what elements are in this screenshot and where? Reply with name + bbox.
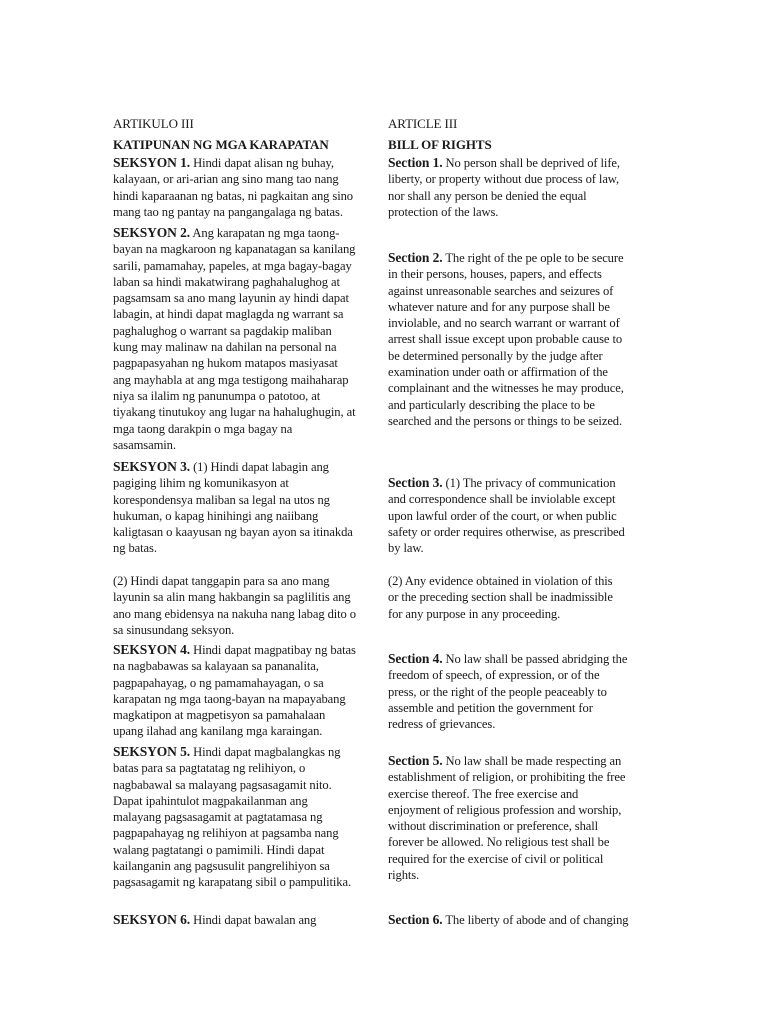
- section-4: Section 4. No law shall be passed abridging the freedom of speech, of expression, or of the press, or the right of the people peaceably to assemble and petition the government for redress of grievances.: [388, 651, 628, 732]
- section-3: Section 3. (1) The privacy of communication and correspondence shall be inviolable except upon lawful order of the court, or when public safety or order requires otherwise, as prescribed by law.: [388, 475, 625, 556]
- seksyon-3: SEKSYON 3. (1) Hindi dapat labagin ang pagiging lihim ng komunikasyon at korespondensya maliban sa legal na utos ng hukuman, o kapag hinihingi ang naiibang kaligtasan o kaayusan ng bayan ayon sa itinakda ng batas.: [113, 459, 353, 556]
- seksyon-4: SEKSYON 4. Hindi dapat magpatibay ng batas na nagbabawas sa kalayaan sa pananalita, pagpapahayag, o ng pamamahayagan, o sa karapatan ng mga taong-bayan na mapayabang magkatipon at magpetisyon sa pamahalaan upang ilahad ang kanilang mga karaingan.: [113, 642, 356, 739]
- seksyon-3-paragraph-2: (2) Hindi dapat tanggapin para sa ano mang layunin sa alin mang hakbangin sa paglilitis ang ano mang ebidensya na nakuha nang labag dito o sa sinusundang seksyon.: [113, 574, 357, 637]
- seksyon-2: SEKSYON 2. Ang karapatan ng mga taong- bayan na magkaroon ng kapanatagan sa kanilang sarili, pamamahay, papeles, at mga bagay-bagay laban sa hindi makatwirang paghahalughog at pagsamsam sa ano mang layunin ay hindi dapat labagin, at hindi dapat maglagda ng warrant sa paghalughog o warrant sa pagdakip maliban kung may malinaw na dahilan na personal na pagpapasyahan ng hukom matapos masiyasat ang mayhabla at ang mga testigong maihaharap niya sa ilalim ng panunumpa o patotoo, at tiyakang tinutukoy ang lugar na hahalughugin, at mga taong darakpin o mga bagay na sasamsamin.: [113, 225, 356, 452]
- section-6: Section 6. The liberty of abode and of changing: [388, 912, 629, 927]
- section-1: Section 1. No person shall be deprived of life, liberty, or property without due process of law, nor shall any person be denied the equal protection of the laws.: [388, 155, 620, 219]
- article-label-filipino: ARTIKULO III: [113, 116, 194, 131]
- seksyon-5: SEKSYON 5. Hindi dapat magbalangkas ng batas para sa pagtatatag ng relihiyon, o nagbabawal sa malayang pagsasagamit nito. Dapat ipahintulot magpakailanman ang malayang pagsasagamit at pagtatamasa ng pagpapahayag ng relihiyon at pagsamba nang walang pagtatangi o pamimili. Hindi dapat kailanganin ang pagsusulit pangrelihiyon sa pagsasagamit ng karapatang sibil o pampulitika.: [113, 744, 352, 890]
- seksyon-1: SEKSYON 1. Hindi dapat alisan ng buhay, kalayaan, or ari-arian ang sino mang tao nang hindi kaparaanan ng batas, ni pagkaitan ang sino mang tao ng pantay na pangangalaga ng batas.: [113, 155, 354, 219]
- article-title-filipino: KATIPUNAN NG MGA KARAPATAN: [113, 137, 329, 152]
- seksyon-6: SEKSYON 6. Hindi dapat bawalan ang: [113, 912, 317, 927]
- section-2: Section 2. The right of the pe ople to be secure in their persons, houses, papers, and effects against unreasonable searches and seizures of whatever nature and for any purpose shall be inviolable, and no search warrant or warrant of arrest shall issue except upon probable cause to be determined personally by the judge after examination under oath or affirmation of the complainant and the witnesses he may produce, and particularly describing the place to be searched and the persons or things to be seized.: [388, 250, 624, 428]
- article-title-english: BILL OF RIGHTS: [388, 137, 492, 152]
- section-5: Section 5. No law shall be made respecting an establishment of religion, or prohibiting the free exercise thereof. The free exercise and enjoyment of religious profession and worship, without discrimination or preference, shall forever be allowed. No religious test shall be required for the exercise of civil or political rights.: [388, 753, 626, 883]
- section-3-paragraph-2: (2) Any evidence obtained in violation of this or the preceding section shall be inadmissible for any purpose in any proceeding.: [388, 574, 613, 621]
- article-label-english: ARTICLE III: [388, 116, 458, 131]
